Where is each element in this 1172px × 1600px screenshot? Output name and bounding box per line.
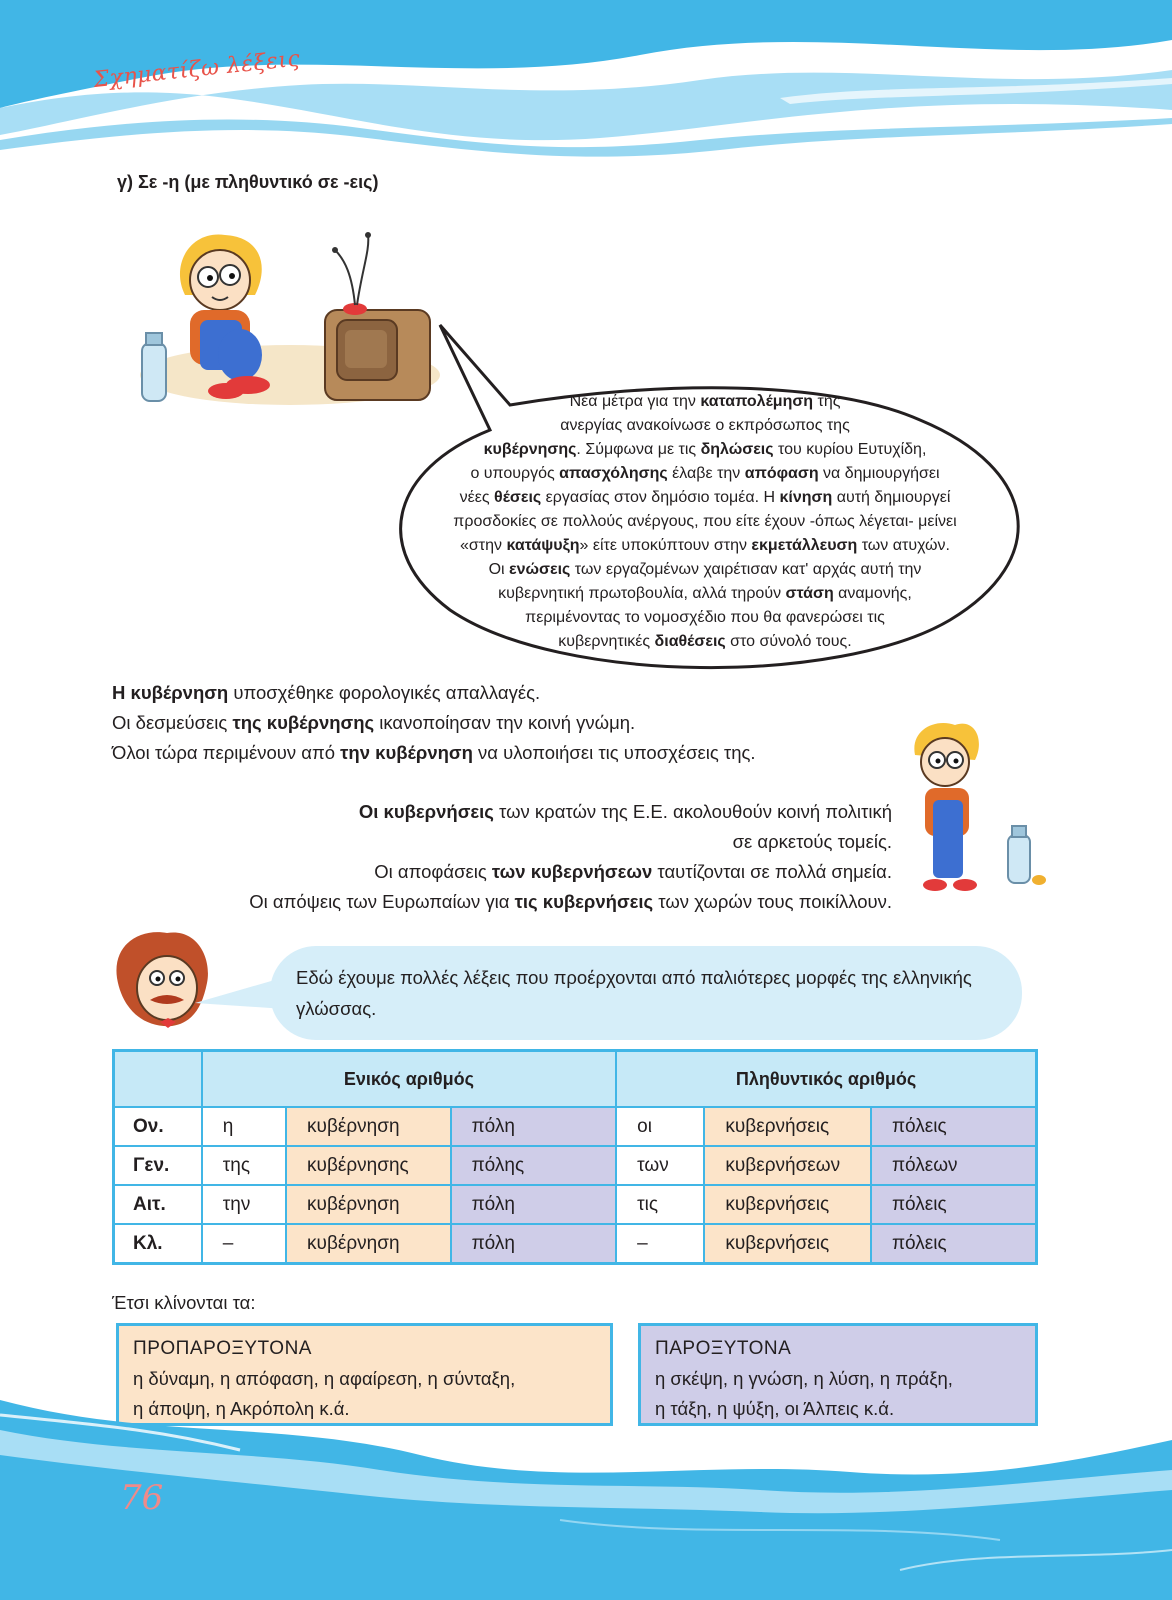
plural-example-line [733,831,892,853]
emphasized-text: της κυβέρνησης [232,712,375,733]
text-segment: εργασίας στον δημόσιο τομέα. Η [541,489,780,506]
emphasized-text: ενώσεις [509,561,571,578]
article-cell: της [202,1146,286,1185]
text-segment: Οι δεσμεύσεις [112,712,233,733]
speech-bubble-line [370,630,1040,654]
text-segment: να υλοποιήσει τις υποσχέσεις της. [472,742,756,763]
emphasized-text: θέσεις [494,489,542,506]
article-cell: – [616,1224,704,1264]
declension-table [112,1049,1038,1265]
text-segment: έλαβε την [667,465,745,482]
emphasized-text: τις κυβερνήσεις [514,891,654,912]
bottom-wave-decoration [0,1400,1172,1600]
noun-cell: κυβερνήσεις [704,1224,871,1264]
speech-bubble-line [370,486,1040,510]
emphasized-text: απόφαση [744,465,819,482]
noun-cell: πόλεις [871,1185,1037,1224]
speech-bubble-line [370,606,1040,630]
noun-cell: πόλη [451,1107,617,1146]
text-segment: » είτε υποκύπτουν στην [579,537,752,554]
speech-bubble-line [370,558,1040,582]
plural-example-line [249,891,892,913]
noun-cell: κυβερνήσεις [704,1185,871,1224]
plural-example-line [359,801,892,823]
chapter-title: Σχηματίζω λέξεις [92,46,302,93]
emphasized-text: κυβέρνησης [483,441,577,458]
text-segment: υποσχέθηκε φορολογικές απαλλαγές. [228,682,541,703]
text-segment: των ατυχών. [857,537,950,554]
text-segment: ικανοποίησαν την κοινή γνώμη. [374,712,636,733]
emphasized-text: στάση [785,585,834,602]
emphasized-text: απασχόλησης [559,465,668,482]
noun-cell: πόλη [451,1185,617,1224]
singular-example-line [112,682,540,704]
text-segment: κυβερνητική πρωτοβουλία, αλλά τηρούν [498,585,786,602]
speech-bubble-line [370,462,1040,486]
singular-example-line [112,742,756,764]
speech-bubble-line [370,582,1040,606]
text-segment: των εργαζομένων χαιρέτισαν κατ' αρχάς αυτή την [570,561,922,578]
text-segment: αυτή δημιουργεί [832,489,951,506]
text-segment: της [813,393,841,410]
speech-bubble-line [370,414,1040,438]
thinking-boy-illustration [905,720,1050,905]
plural-example-line [374,861,892,883]
article-cell: την [202,1185,286,1224]
text-segment: σε αρκετούς τομείς. [732,831,892,852]
text-segment: . Σύμφωνα με τις [576,441,701,458]
table-header-row [114,1051,1037,1108]
noun-cell: κυβέρνηση [286,1224,451,1264]
proparoxytona-words-line: η δύναμη, η απόφαση, η αφαίρεση, η σύνταξη, [133,1368,516,1389]
emphasized-text: κατάψυξη [506,537,580,554]
singular-example-line [112,712,635,734]
speech-bubble-line [370,534,1040,558]
noun-cell: κυβερνήσεις [704,1107,871,1146]
emphasized-text: την κυβέρνηση [340,742,473,763]
text-segment: νέες [459,489,495,506]
page-number: 76 [120,1478,164,1518]
paroxytona-title: ΠΑΡΟΞΥΤΟΝΑ [655,1338,792,1359]
top-wave-decoration [0,0,1172,175]
paroxytona-words-line: η σκέψη, η γνώση, η λύση, η πράξη, [655,1368,953,1389]
article-cell: τις [616,1185,704,1224]
plural-header: Πληθυντικός αριθμός [616,1051,1036,1108]
text-segment: Οι [488,561,510,578]
paroxytona-words-line: η τάξη, η ψύξη, οι Άλπεις κ.ά. [655,1398,895,1419]
table-row [114,1224,1037,1264]
text-segment: Οι απόψεις των Ευρωπαίων για [249,891,515,912]
inflection-intro: Έτσι κλίνονται τα: [112,1292,256,1313]
text-segment: Όλοι τώρα περιμένουν από [112,742,341,763]
text-segment: των κρατών της Ε.Ε. ακολουθούν κοινή πολιτική [493,801,892,822]
article-cell: – [202,1224,286,1264]
section-heading: γ) Σε -η (με πληθυντικό σε -εις) [117,172,379,192]
emphasized-text: των κυβερνήσεων [491,861,653,882]
noun-cell: πόλη [451,1224,617,1264]
table-header-empty-cell [114,1051,202,1108]
text-segment: του κυρίου Ευτυχίδη, [773,441,927,458]
article-cell: των [616,1146,704,1185]
emphasized-text: Η κυβέρνηση [112,682,229,703]
text-segment: να δημιουργήσει [818,465,940,482]
speech-bubble-text [370,390,1040,654]
noun-cell: κυβερνήσεων [704,1146,871,1185]
case-cell: Αιτ. [114,1185,202,1224]
note-text: Εδώ έχουμε πολλές λέξεις που προέρχονται από παλιότερες μορφές της ελληνικής γλώσσας. [296,967,972,1019]
emphasized-text: κίνηση [779,489,833,506]
speech-bubble-line [370,390,1040,414]
case-cell: Κλ. [114,1224,202,1264]
noun-cell: κυβέρνηση [286,1185,451,1224]
emphasized-text: διαθέσεις [654,633,726,650]
case-cell: Γεν. [114,1146,202,1185]
text-segment: αναμονής, [833,585,912,602]
text-segment: των χωρών τους ποικίλλουν. [653,891,892,912]
noun-cell: πόλεις [871,1107,1037,1146]
text-segment: ταυτίζονται σε πολλά σημεία. [652,861,892,882]
text-segment: κυβερνητικές [558,633,655,650]
text-segment: Νέα μέτρα για την [569,393,701,410]
emphasized-text: καταπολέμηση [700,393,814,410]
article-cell: οι [616,1107,704,1146]
speech-bubble-line [370,510,1040,534]
emphasized-text: Οι κυβερνήσεις [358,801,494,822]
text-segment: ανεργίας ανακοίνωσε ο εκπρόσωπος της [560,417,850,434]
text-segment: Οι αποφάσεις [374,861,492,882]
text-segment: ο υπουργός [470,465,560,482]
noun-cell: πόλεων [871,1146,1037,1185]
case-cell: Ον. [114,1107,202,1146]
text-segment: στο σύνολό τους. [725,633,852,650]
table-row [114,1146,1037,1185]
emphasized-text: δηλώσεις [700,441,774,458]
speech-bubble-line [370,438,1040,462]
emphasized-text: εκμετάλλευση [751,537,858,554]
noun-cell: πόλης [451,1146,617,1185]
noun-cell: κυβέρνησης [286,1146,451,1185]
text-segment: περιμένοντας το νομοσχέδιο που θα φανερώσει τις [525,609,885,626]
proparoxytona-words-line: η άποψη, η Ακρόπολη κ.ά. [133,1398,350,1419]
table-row [114,1107,1037,1146]
table-row [114,1185,1037,1224]
singular-header: Ενικός αριθμός [202,1051,616,1108]
proparoxytona-title: ΠΡΟΠΑΡΟΞΥΤΟΝΑ [133,1338,312,1359]
article-cell: η [202,1107,286,1146]
text-segment: «στην [460,537,507,554]
noun-cell: πόλεις [871,1224,1037,1264]
text-segment: προσδοκίες σε πολλούς ανέργους, που είτε έχουν -όπως λέγεται- μείνει [453,513,957,530]
noun-cell: κυβέρνηση [286,1107,451,1146]
